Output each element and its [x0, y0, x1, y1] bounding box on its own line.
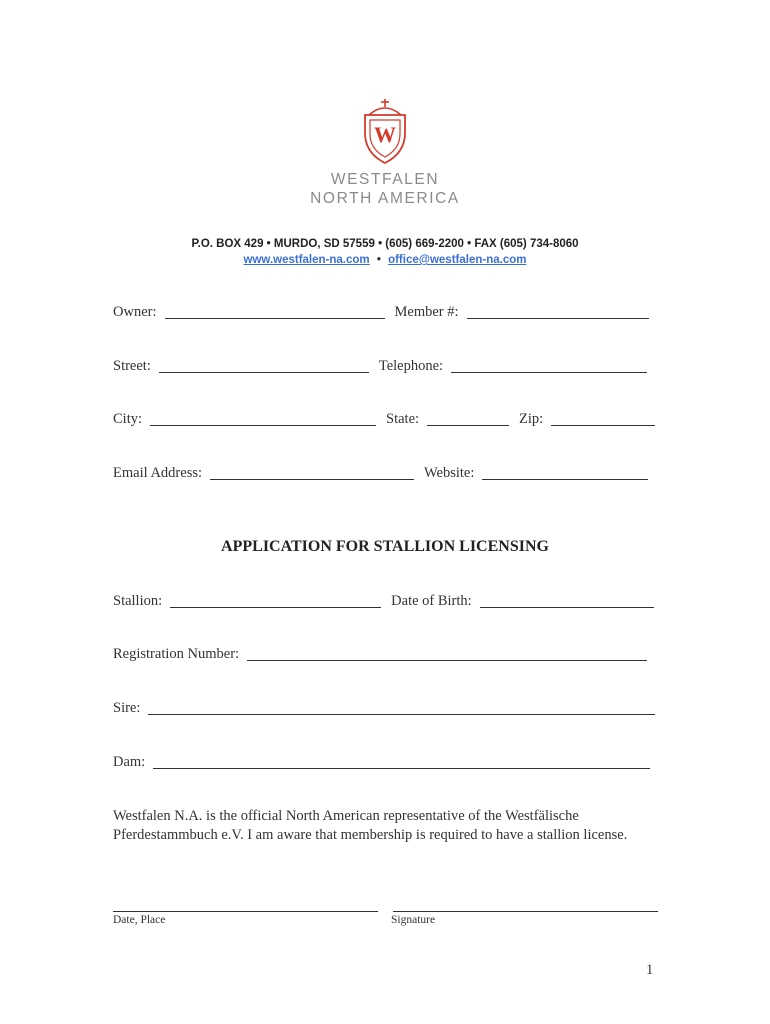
zip-label: Zip:	[519, 411, 544, 427]
city-row	[113, 411, 658, 428]
dob-label: Date of Birth:	[391, 593, 472, 609]
registration-row	[113, 646, 658, 663]
email-link[interactable]: office@westfalen-na.com	[388, 254, 527, 266]
signature-label: Signature	[391, 914, 436, 926]
contact-links	[0, 254, 770, 266]
registration-field[interactable]	[247, 646, 647, 661]
statement-line-1: Westfalen N.A. is the official North American representative of the Westfälische	[113, 808, 579, 824]
dam-row	[113, 754, 658, 771]
sire-field[interactable]	[148, 700, 655, 715]
email-row	[113, 465, 658, 482]
owner-field[interactable]	[165, 304, 385, 319]
street-field[interactable]	[159, 358, 369, 373]
street-label: Street:	[113, 358, 151, 374]
website-label: Website:	[424, 465, 475, 481]
crest-initial: W	[374, 122, 396, 147]
link-separator: •	[376, 254, 381, 266]
stallion-row	[113, 593, 658, 610]
owner-row	[113, 304, 658, 321]
date-place-label: Date, Place	[113, 914, 166, 926]
city-field[interactable]	[150, 411, 376, 426]
telephone-label: Telephone:	[378, 358, 444, 374]
zip-field[interactable]	[551, 411, 655, 426]
telephone-field[interactable]	[451, 358, 647, 373]
street-row	[113, 358, 658, 375]
email-label: Email Address:	[113, 465, 203, 481]
dob-field[interactable]	[480, 593, 654, 608]
dam-field[interactable]	[153, 754, 650, 769]
signature-field[interactable]	[393, 911, 658, 912]
owner-label: Owner:	[113, 304, 157, 320]
website-field[interactable]	[482, 465, 648, 480]
brand-name-line1: WESTFALEN	[330, 171, 440, 188]
member-label: Member #:	[394, 304, 459, 320]
form-title: APPLICATION FOR STALLION LICENSING	[221, 538, 549, 555]
page-number: 1	[646, 962, 654, 978]
state-field[interactable]	[427, 411, 509, 426]
date-place-field[interactable]	[113, 911, 378, 912]
member-field[interactable]	[467, 304, 649, 319]
sire-label: Sire:	[113, 700, 141, 716]
city-label: City:	[113, 411, 143, 427]
stallion-field[interactable]	[170, 593, 381, 608]
dam-label: Dam:	[113, 754, 146, 770]
registration-label: Registration Number:	[113, 646, 240, 662]
brand-name-line2: NORTH AMERICA	[310, 190, 460, 207]
email-field[interactable]	[210, 465, 414, 480]
sire-row	[113, 700, 658, 717]
membership-statement	[113, 807, 673, 845]
website-link[interactable]: www.westfalen-na.com	[243, 254, 370, 266]
state-label: State:	[386, 411, 420, 427]
statement-line-2: Pferdestammbuch e.V. I am aware that membership is required to have a stallion license.	[113, 827, 628, 843]
stallion-label: Stallion:	[113, 593, 163, 609]
contact-address: P.O. BOX 429 • MURDO, SD 57559 • (605) 669-2200 • FAX (605) 734-8060	[191, 238, 579, 250]
